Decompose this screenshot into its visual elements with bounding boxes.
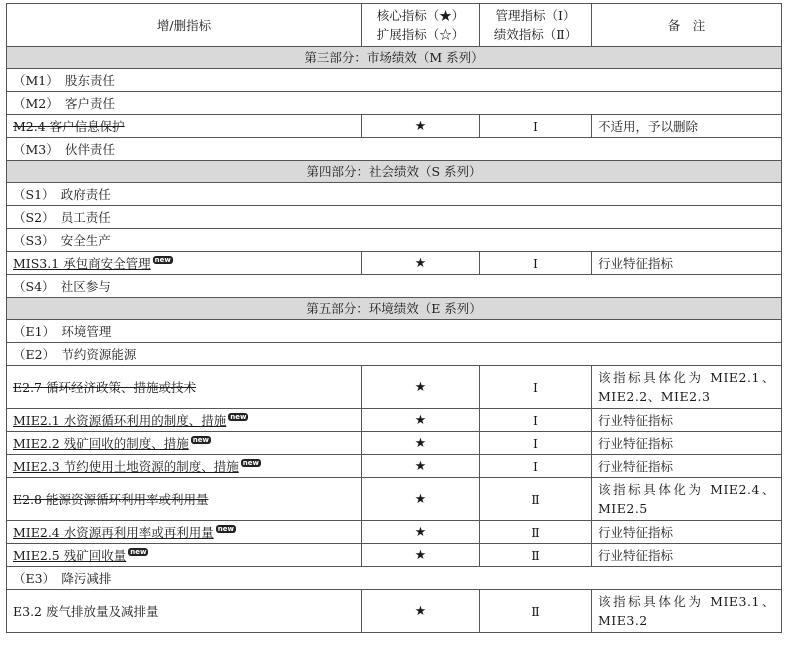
section-title: 第四部分：社会绩效（S 系列）: [7, 161, 782, 183]
core-star-cell: ★: [362, 478, 480, 521]
subsection-title: （M2） 客户责任: [7, 92, 782, 115]
indicator-row: [7, 590, 782, 633]
remark-cell: 该指标具体化为 MIE2.4、MIE2.5: [592, 478, 782, 521]
indicator-level-cell: Ⅰ: [480, 455, 592, 478]
header-remarks: 备 注: [592, 4, 782, 47]
indicator-row: [7, 455, 782, 478]
remark-cell: 行业特征指标: [592, 252, 782, 275]
indicator-name: MIE2.1 水资源循环利用的制度、措施: [13, 412, 227, 428]
deleted-indicator-name: E2.8 能源资源循环利用率或利用量: [13, 491, 209, 507]
remark-cell: 行业特征指标: [592, 544, 782, 567]
subsection-row: [7, 343, 782, 366]
remark-cell: 该指标具体化为 MIE3.1、MIE3.2: [592, 590, 782, 633]
indicator-level-cell: Ⅰ: [480, 252, 592, 275]
subsection-row: [7, 275, 782, 298]
indicator-name-cell: [7, 544, 362, 567]
subsection-title: （M1） 股东责任: [7, 69, 782, 92]
indicator-name: E3.2 废气排放量及减排量: [13, 603, 159, 619]
remark-cell: 该指标具体化为 MIE2.1、MIE2.2、MIE2.3: [592, 366, 782, 409]
indicator-name: MIS3.1 承包商安全管理: [13, 255, 151, 271]
remark-cell: 行业特征指标: [592, 521, 782, 544]
indicator-name-cell: [7, 590, 362, 633]
section-header-row: [7, 161, 782, 183]
indicator-name-cell: [7, 432, 362, 455]
remark-cell: 行业特征指标: [592, 432, 782, 455]
header-extended: 扩展指标（☆）: [376, 27, 465, 42]
core-star-cell: ★: [362, 252, 480, 275]
new-badge: new: [192, 435, 209, 444]
subsection-title: （E1） 环境管理: [7, 320, 782, 343]
indicator-name-cell: [7, 409, 362, 432]
subsection-row: [7, 229, 782, 252]
header-performance: 绩效指标（Ⅱ）: [493, 27, 578, 42]
table-body: [7, 47, 782, 633]
indicator-row: [7, 544, 782, 567]
remark-cell: 行业特征指标: [592, 409, 782, 432]
indicator-name-cell: [7, 521, 362, 544]
indicator-name-cell: [7, 478, 362, 521]
core-star-cell: ★: [362, 115, 480, 138]
indicator-name: MIE2.3 节约使用土地资源的制度、措施: [13, 458, 239, 474]
subsection-title: （E2） 节约资源能源: [7, 343, 782, 366]
subsection-title: （S2） 员工责任: [7, 206, 782, 229]
indicator-row: [7, 432, 782, 455]
subsection-row: [7, 69, 782, 92]
core-star-cell: ★: [362, 432, 480, 455]
indicator-name-cell: [7, 115, 362, 138]
section-header-row: [7, 298, 782, 320]
indicator-level-cell: Ⅱ: [480, 544, 592, 567]
indicator-level-cell: Ⅰ: [480, 409, 592, 432]
header-management-performance: [480, 4, 592, 47]
header-core: 核心指标（★）: [376, 8, 465, 23]
core-star-cell: ★: [362, 590, 480, 633]
subsection-row: [7, 320, 782, 343]
subsection-row: [7, 206, 782, 229]
indicator-row: [7, 366, 782, 409]
core-star-cell: ★: [362, 366, 480, 409]
deleted-indicator-name: M2.4 客户信息保护: [13, 118, 125, 134]
core-star-cell: ★: [362, 521, 480, 544]
header-indicator: 增/删指标: [7, 4, 362, 47]
indicator-name-cell: [7, 252, 362, 275]
section-title: 第五部分：环境绩效（E 系列）: [7, 298, 782, 320]
indicator-name: MIE2.4 水资源再利用率或再利用量: [13, 524, 214, 540]
section-header-row: [7, 47, 782, 69]
indicator-name-cell: [7, 455, 362, 478]
subsection-title: （S3） 安全生产: [7, 229, 782, 252]
header-row: [7, 4, 782, 47]
indicator-level-cell: Ⅰ: [480, 115, 592, 138]
subsection-title: （E3） 降污减排: [7, 567, 782, 590]
header-management: 管理指标（Ⅰ）: [495, 8, 576, 23]
indicator-table: [6, 3, 782, 633]
indicator-row: [7, 521, 782, 544]
new-badge: new: [130, 547, 147, 556]
header-core-extended: [362, 4, 480, 47]
subsection-row: [7, 567, 782, 590]
indicator-level-cell: Ⅰ: [480, 366, 592, 409]
core-star-cell: ★: [362, 455, 480, 478]
new-badge: new: [230, 412, 247, 421]
new-badge: new: [154, 255, 171, 264]
new-badge: new: [217, 524, 234, 533]
subsection-title: （S1） 政府责任: [7, 183, 782, 206]
indicator-level-cell: Ⅱ: [480, 521, 592, 544]
indicator-name: MIE2.5 残矿回收量: [13, 547, 127, 563]
subsection-row: [7, 138, 782, 161]
indicator-level-cell: Ⅰ: [480, 432, 592, 455]
indicator-row: [7, 478, 782, 521]
indicator-name-cell: [7, 366, 362, 409]
remark-cell: 行业特征指标: [592, 455, 782, 478]
section-title: 第三部分：市场绩效（M 系列）: [7, 47, 782, 69]
core-star-cell: ★: [362, 544, 480, 567]
remark-cell: 不适用，予以删除: [592, 115, 782, 138]
indicator-row: [7, 115, 782, 138]
indicator-level-cell: Ⅱ: [480, 590, 592, 633]
indicator-row: [7, 252, 782, 275]
new-badge: new: [242, 458, 259, 467]
deleted-indicator-name: E2.7 循环经济政策、措施或技术: [13, 379, 196, 395]
indicator-name: MIE2.2 残矿回收的制度、措施: [13, 435, 189, 451]
indicator-level-cell: Ⅱ: [480, 478, 592, 521]
subsection-row: [7, 183, 782, 206]
core-star-cell: ★: [362, 409, 480, 432]
subsection-title: （S4） 社区参与: [7, 275, 782, 298]
subsection-row: [7, 92, 782, 115]
subsection-title: （M3） 伙伴责任: [7, 138, 782, 161]
indicator-row: [7, 409, 782, 432]
